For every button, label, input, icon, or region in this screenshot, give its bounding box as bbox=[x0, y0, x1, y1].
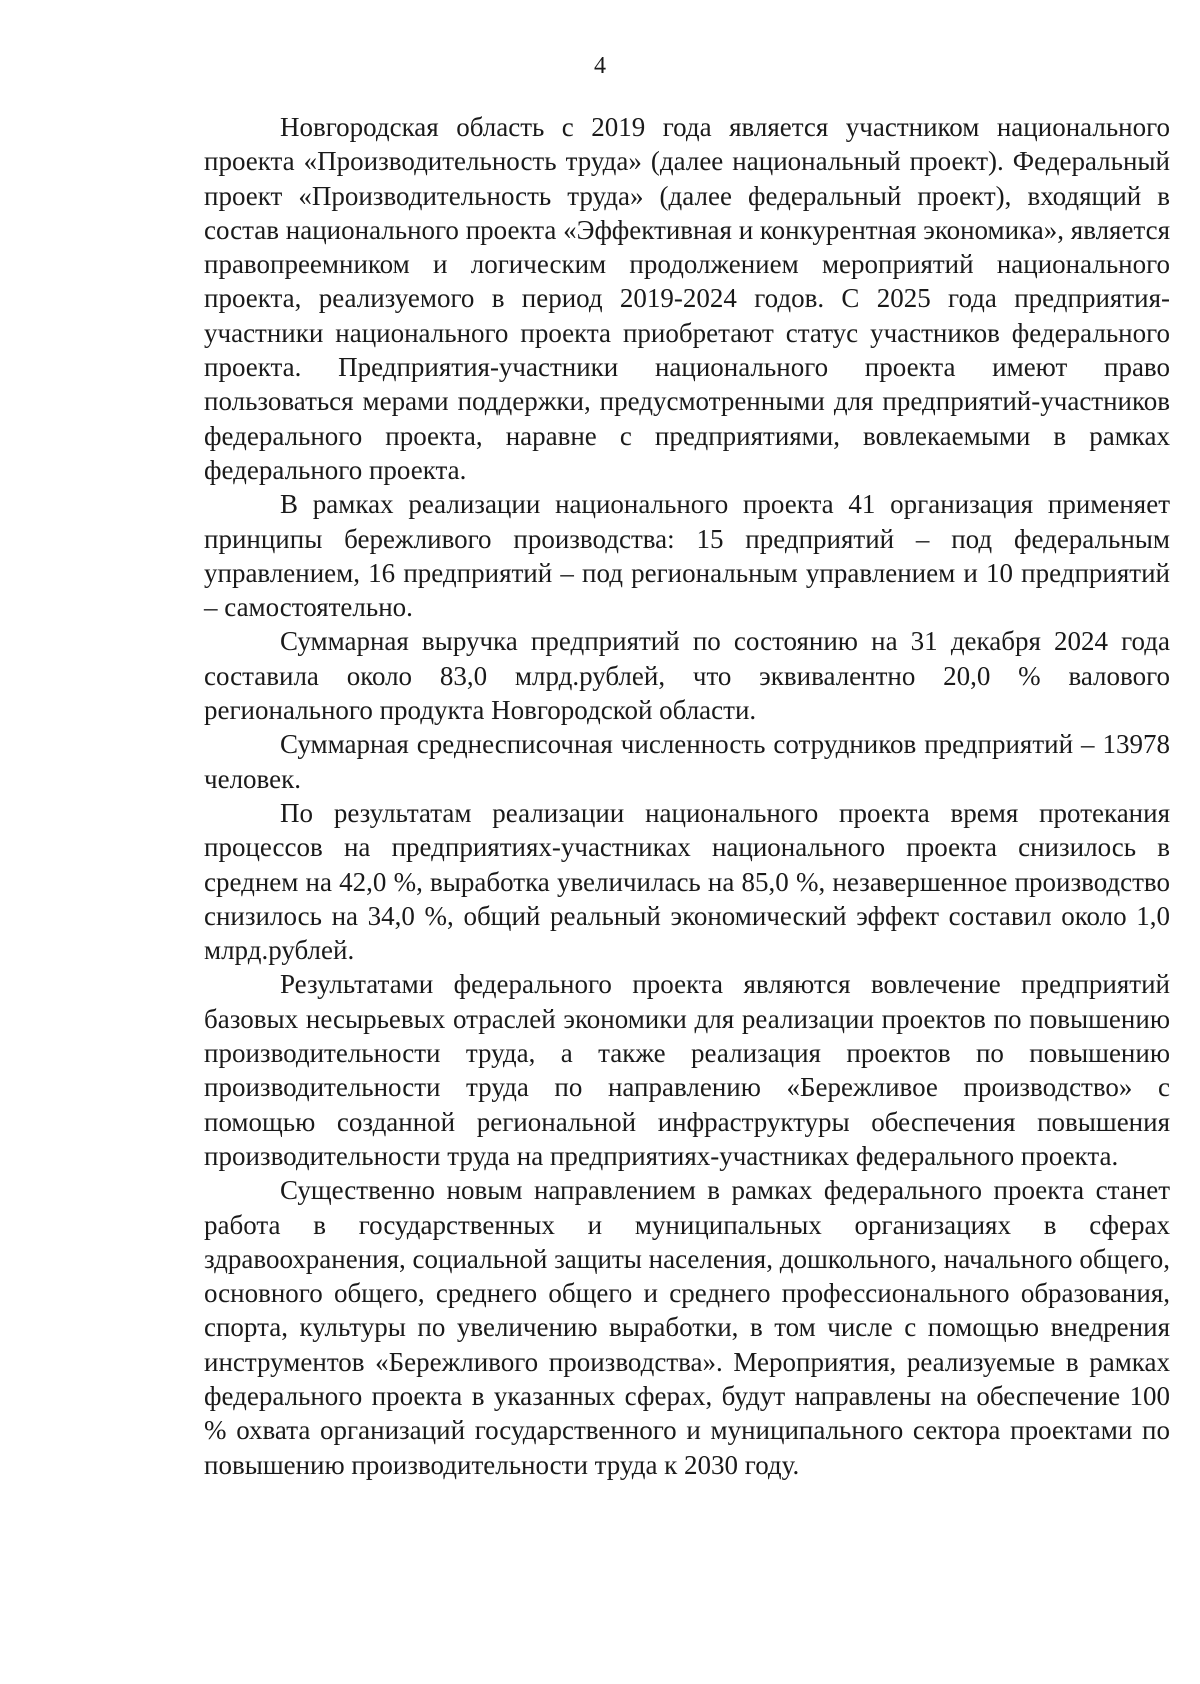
paragraph-new-direction: Существенно новым направлением в рамках федерального проекта станет работа в государственных и муниципальных организациях в сферах здравоохранения, социальной защиты населения, дошкольного, начального общего, основного общего, среднего общего и среднего профессионального образования, спорта, культуры по увеличению выработки, в том числе с помощью внедрения инструментов «Бережливого производства». Мероприятия, реализуемые в рамках федерального проекта в указанных сферах, будут направлены на обеспечение 100 % охвата организаций государственного и муниципального сектора проектами по повышению производительности труда к 2030 году. bbox=[204, 1175, 1170, 1480]
paragraph-federal-results: Результатами федерального проекта являются вовлечение предприятий базовых несырьевых отраслей экономики для реализации проектов по повышению производительности труда, а также реализация проектов по повышению производительности труда по направлению «Бережливое производство» с помощью созданной региональной инфраструктуры обеспечения повышения производительности труда на предприятиях-участниках федерального проекта. bbox=[204, 969, 1170, 1171]
page-number: 4 bbox=[594, 53, 606, 79]
document-body bbox=[204, 110, 1170, 1482]
paragraph-results: По результатам реализации национального проекта время протекания процессов на предприятиях-участниках национального проекта снизилось в среднем на 42,0 %, выработка увеличилась на 85,0 %, незавершенное производство снизилось на 34,0 %, общий реальный экономический эффект составил около 1,0 млрд.рублей. bbox=[204, 797, 1170, 966]
paragraph-national-project: Новгородская область с 2019 года является участником национального проекта «Производительность труда» (далее национальный проект). Федеральный проект «Производительность труда» (далее федеральный проект), входящий в состав национального проекта «Эффективная и конкурентная экономика», является правопреемником и логическим продолжением мероприятий национального проекта, реализуемого в период 2019-2024 годов. С 2025 года предприятия-участники национального проекта приобретают статус участников федерального проекта. Предприятия-участники национального проекта имеют право пользоваться мерами поддержки, предусмотренными для предприятий-участников федерального проекта, наравне с предприятиями, вовлекаемыми в рамках федерального проекта. bbox=[204, 112, 1170, 485]
paragraph-headcount: Суммарная среднесписочная численность сотрудников предприятий – 13978 человек. bbox=[204, 729, 1170, 794]
paragraph-organizations: В рамках реализации национального проекта 41 организация применяет принципы бережливого производства: 15 предприятий – под федеральным управлением, 16 предприятий – под региональным управлением и 10 предприятий – самостоятельно. bbox=[204, 489, 1170, 623]
paragraph-revenue: Суммарная выручка предприятий по состоянию на 31 декабря 2024 года составила около 83,0 млрд.рублей, что эквивалентно 20,0 % валового регионального продукта Новгородской области. bbox=[204, 626, 1170, 726]
